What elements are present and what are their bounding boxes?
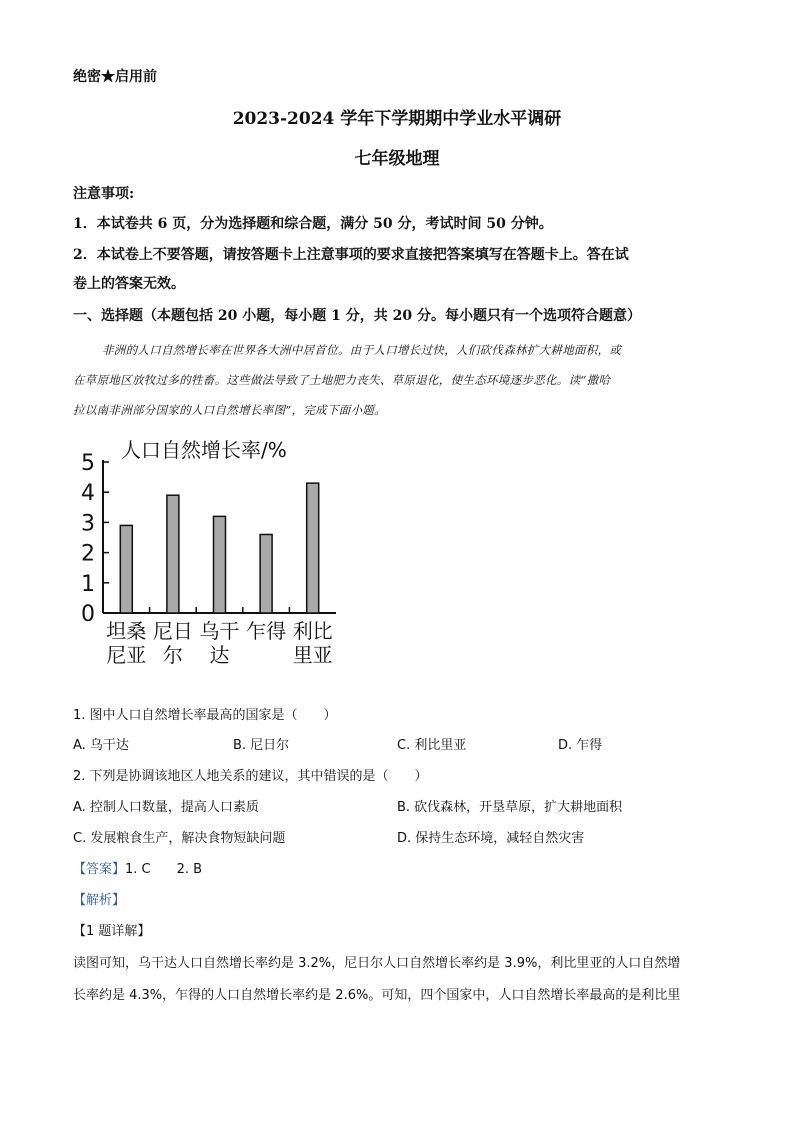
- question-2-option-b: B. 砍伐森林，开垦草原，扩大耕地面积: [397, 800, 623, 815]
- y-tick-label: 4: [81, 481, 95, 507]
- x-tick-label: 尔: [162, 643, 183, 667]
- answer-line: [73, 858, 202, 877]
- question-2-stem: 2. 下列是协调该地区人地关系的建议，其中错误的是（ ）: [73, 769, 428, 784]
- passage-line-2: 在草原地区放牧过多的牲畜。这些做法导致了土地肥力丧失、草原退化，使生态环境逐步恶化。读“撒哈: [73, 373, 611, 387]
- question-2-option-c: C. 发展粮食生产，解决食物短缺问题: [73, 831, 286, 846]
- x-tick-label: 尼亚: [106, 643, 147, 667]
- section-heading: 一、选择题（本题包括 20 小题，每小题 1 分，共 20 分。每小题只有一个选项符合题意）: [73, 308, 641, 324]
- explanation-line-1: 读图可知，乌干达人口自然增长率约是 3.2%，尼日尔人口自然增长率约是 3.9%，利比里亚的人口自然增: [73, 956, 681, 971]
- question-2-option-a: A. 控制人口数量，提高人口素质: [73, 800, 259, 815]
- exam-subtitle: 七年级地理: [354, 149, 440, 169]
- notice-item-1: 1．本试卷共 6 页，分为选择题和综合题，满分 50 分，考试时间 50 分钟。: [73, 216, 553, 232]
- y-tick-label: 3: [81, 511, 95, 537]
- question-1-option-c: C. 利比里亚: [397, 738, 467, 753]
- bar: [260, 534, 272, 613]
- notice-item-2-line-2: 卷上的答案无效。: [73, 276, 185, 292]
- x-tick-label: 里亚: [292, 643, 333, 667]
- question-1-option-d: D. 乍得: [558, 738, 603, 753]
- bar: [167, 495, 179, 613]
- question-2-option-d: D. 保持生态环境，减轻自然灾害: [397, 831, 585, 846]
- detail-heading: 【1 题详解】: [73, 924, 151, 939]
- x-tick-label: 乌干: [199, 619, 240, 643]
- x-tick-label: 乍得: [246, 619, 287, 643]
- question-1-option-b: B. 尼日尔: [233, 738, 290, 753]
- answer-text: 1. C 2. B: [125, 862, 203, 877]
- x-tick-label: 达: [209, 643, 230, 667]
- y-tick-label: 0: [81, 602, 95, 627]
- x-tick-label: 利比: [292, 619, 333, 643]
- bar: [120, 525, 132, 613]
- notice-heading: 注意事项:: [73, 186, 135, 202]
- y-tick-label: 2: [81, 541, 95, 567]
- analysis-tag: 【解析】: [73, 893, 126, 908]
- explanation-line-2: 长率约是 4.3%，乍得的人口自然增长率约是 2.6%。可知，四个国家中，人口自然增长率最高的是利比里: [73, 988, 681, 1003]
- bar: [307, 483, 319, 613]
- y-tick-label: 5: [81, 451, 95, 476]
- question-1-option-a: A. 乌干达: [73, 738, 129, 753]
- passage-line-3: 拉以南非洲部分国家的人口自然增长率图”，完成下面小题。: [73, 403, 386, 417]
- bar: [214, 516, 226, 613]
- x-tick-label: 坦桑: [106, 619, 147, 643]
- x-tick-label: 尼日: [152, 619, 193, 643]
- passage-line-1: 非洲的人口自然增长率在世界各大洲中居首位。由于人口增长过快，人们砍伐森林扩大耕地面积，或: [102, 343, 622, 357]
- y-tick-label: 1: [81, 571, 95, 597]
- notice-item-2-line-1: 2．本试卷上不要答题，请按答题卡上注意事项的要求直接把答案填写在答题卡上。答在试: [73, 247, 629, 263]
- exam-title: 2023-2024 学年下学期期中学业水平调研: [232, 109, 562, 129]
- question-1-stem: 1. 图中人口自然增长率最高的国家是（ ）: [73, 708, 337, 723]
- secrecy-label: 绝密★启用前: [73, 69, 157, 85]
- answer-tag: 【答案】: [73, 862, 126, 877]
- population-growth-bar-chart: [73, 430, 353, 670]
- chart-title: 人口自然增长率/%: [121, 438, 287, 462]
